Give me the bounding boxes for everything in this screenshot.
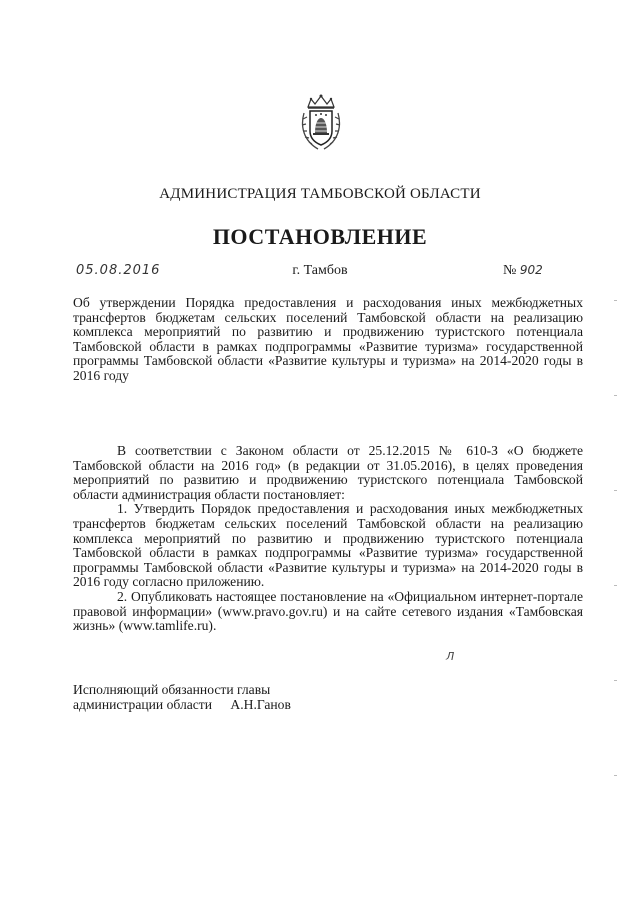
- document-body: [73, 444, 583, 634]
- preamble-paragraph: В соответствии с Законом области от 25.12.2015 № 610-З «О бюджете Тамбовской области на 2016 год» (в редакции от 31.05.2016), в целях проведения мероприятий по развитию и продвижению туристского потенциала Тамбовской области администрация области постановляет:: [73, 443, 583, 502]
- document-type-title: ПОСТАНОВЛЕНИЕ: [212, 224, 428, 249]
- document-city: г. Тамбов: [292, 263, 348, 278]
- scan-artifact: [614, 300, 617, 301]
- document-number: [503, 263, 543, 279]
- item-1-paragraph: 1. Утвердить Порядок предоставления и расходования иных межбюджетных трансфертов бюджетам сельских поселений Тамбовской области на реализацию комплекса мероприятий по развитию и продвижению туристского потенциала Тамбовской области в рамках подпрограммы «Развитие туризма» государственной программы Тамбовской области «Развитие культуры и туризма» на 2014-2020 годы в 2016 году согласно приложению.: [73, 501, 583, 590]
- number-label: №: [503, 263, 517, 278]
- scan-artifact: [614, 585, 617, 586]
- scan-artifact: [614, 395, 617, 396]
- handwritten-mark: Л: [446, 650, 455, 663]
- coat-of-arms-icon: [298, 93, 344, 151]
- organization-name: АДМИНИСТРАЦИЯ ТАМБОВСКОЙ ОБЛАСТИ: [159, 186, 481, 202]
- number-value: 902: [519, 263, 543, 277]
- scan-artifact: [614, 680, 617, 681]
- signatory-name: А.Н.Ганов: [230, 697, 291, 712]
- signature-block: [73, 682, 291, 712]
- item-2-paragraph: 2. Опубликовать настоящее постановление на «Официальном интернет-портале правовой информации» (www.pravo.gov.ru) и на сайте сетевого издания «Тамбовская жизнь» (www.tamlife.ru).: [73, 588, 583, 634]
- document-date: 05.08.2016: [76, 263, 161, 278]
- signature-position-line-1: Исполняющий обязанности главы: [73, 682, 271, 697]
- signature-position-line-2: администрации области: [73, 697, 213, 712]
- scan-artifact: [614, 490, 617, 491]
- scan-artifact: [614, 775, 617, 776]
- document-subject: Об утверждении Порядка предоставления и расходования иных межбюджетных трансфертов бюджетам сельских поселений Тамбовской области на реализацию комплекса мероприятий по развитию и продвижению туристского потенциала Тамбовской области в рамках подпрограммы «Развитие туризма» государственной программы Тамбовской области «Развитие культуры и туризма» на 2014-2020 годы в 2016 году: [73, 295, 583, 383]
